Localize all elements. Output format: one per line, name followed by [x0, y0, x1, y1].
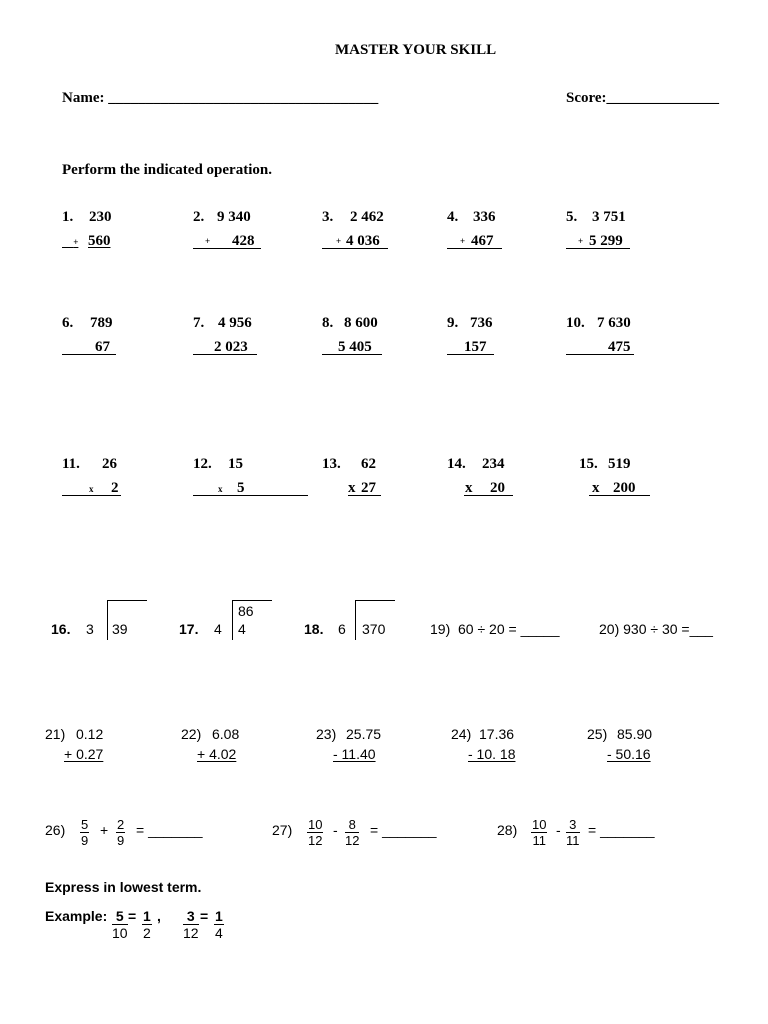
- bottom-number: - 50.16: [607, 746, 651, 762]
- operator: +: [460, 236, 466, 246]
- answer-blank: = _______: [588, 822, 655, 838]
- top-number: 789: [90, 315, 113, 331]
- fraction-a: $\frac{5}{9}$: [81, 817, 89, 848]
- operator: +: [73, 237, 79, 247]
- division-bracket: [355, 600, 356, 640]
- problem-number: 15.: [579, 456, 598, 472]
- bottom-number: 5 299: [589, 233, 623, 249]
- problem-number: 2.: [193, 209, 205, 225]
- problem-number: 18.: [304, 621, 324, 637]
- problem-20: 20) 930 ÷ 30 =___: [599, 621, 713, 637]
- bottom-number: 200: [613, 480, 636, 496]
- top-number: 25.75: [346, 726, 382, 742]
- division-bracket: [232, 600, 233, 640]
- problem-number: 4.: [447, 209, 459, 225]
- operator: -: [333, 822, 338, 838]
- divisor: 4: [214, 621, 222, 637]
- problem-number: 17.: [179, 621, 199, 637]
- bottom-number: 475: [608, 339, 631, 355]
- instructions: Perform the indicated operation.: [62, 162, 272, 178]
- answer-blank: = _______: [136, 822, 203, 838]
- equals-sign: =: [128, 908, 137, 924]
- problem-number: 6.: [62, 315, 74, 331]
- problem-number: 21): [45, 726, 66, 742]
- problem-number: 25): [587, 726, 608, 742]
- example-fraction-2: $\frac{3}{12}$: [183, 908, 199, 941]
- fraction-a: $\frac{10}{11}$: [532, 817, 547, 848]
- operator: +: [336, 236, 342, 246]
- dividend: 370: [362, 621, 386, 637]
- top-number: 519: [608, 456, 631, 472]
- example-fraction-1: $\frac{5}{10}$: [112, 908, 128, 941]
- division-bar: [355, 600, 395, 601]
- comma: ,: [157, 908, 161, 924]
- name-field-label: Name: ____________________________________: [62, 90, 379, 106]
- operator: x: [592, 480, 600, 496]
- problem-number: 14.: [447, 456, 466, 472]
- problem-number: 11.: [62, 456, 80, 472]
- problem-number: 10.: [566, 315, 585, 331]
- problem-number: 8.: [322, 315, 334, 331]
- operator: +: [578, 236, 584, 246]
- bottom-number: - 11.40: [333, 746, 376, 762]
- fraction-b: $\frac{3}{11}$: [566, 817, 580, 848]
- bottom-number: 27: [361, 480, 376, 496]
- operator: -: [556, 822, 561, 838]
- problem-19: 19) 60 ÷ 20 = _____: [430, 621, 560, 637]
- bottom-number: 467: [471, 233, 494, 249]
- operator: x: [348, 480, 356, 496]
- top-number: 0.12: [76, 726, 104, 742]
- top-number: 9 340: [217, 209, 251, 225]
- top-number: 234: [482, 456, 505, 472]
- problem-number: 5.: [566, 209, 578, 225]
- problem-number: 9.: [447, 315, 459, 331]
- example-result-1: $\frac{1}{2}$: [143, 908, 151, 941]
- top-number: 336: [473, 209, 496, 225]
- operator: +: [205, 236, 211, 246]
- top-number: 2 462: [350, 209, 384, 225]
- problem-number: 23): [316, 726, 337, 742]
- problem-number: 22): [181, 726, 202, 742]
- top-number: 3 751: [592, 209, 626, 225]
- section-heading: Express in lowest term.: [45, 879, 202, 895]
- example-label: Example:: [45, 908, 108, 924]
- problem-number: 28): [497, 822, 518, 838]
- problem-number: 27): [272, 822, 293, 838]
- top-number: 17.36: [479, 726, 515, 742]
- top-number: 62: [361, 456, 376, 472]
- division-bar: [232, 600, 272, 601]
- operator: +: [100, 822, 109, 838]
- bottom-number: + 0.27: [64, 746, 104, 762]
- problem-number: 12.: [193, 456, 212, 472]
- quotient: 86: [238, 603, 254, 619]
- example-result-2: $\frac{1}{4}$: [215, 908, 223, 941]
- top-number: 7 630: [597, 315, 631, 331]
- operator: x: [89, 484, 94, 494]
- bottom-number: 5 405: [338, 339, 372, 355]
- dividend: 4: [238, 621, 246, 637]
- bottom-number: 20: [490, 480, 505, 496]
- problem-number: 13.: [322, 456, 341, 472]
- top-number: 4 956: [218, 315, 252, 331]
- bottom-number: 157: [464, 339, 487, 355]
- division-bar: [107, 600, 147, 601]
- score-field-label: Score:_______________: [566, 90, 720, 106]
- bottom-number: 2: [111, 480, 119, 496]
- problem-number: 26): [45, 822, 66, 838]
- problem-number: 3.: [322, 209, 334, 225]
- problem-number: 24): [451, 726, 472, 742]
- top-number: 230: [89, 209, 112, 225]
- top-number: 15: [228, 456, 243, 472]
- fraction-b: $\frac{8}{12}$: [345, 817, 360, 848]
- operator: x: [218, 484, 223, 494]
- divisor: 6: [338, 621, 346, 637]
- bottom-number: 428: [232, 233, 255, 249]
- bottom-number: 4 036: [346, 233, 380, 249]
- bottom-number: 5: [237, 480, 245, 496]
- divisor: 3: [86, 621, 94, 637]
- top-number: 85.90: [617, 726, 653, 742]
- top-number: 6.08: [212, 726, 240, 742]
- answer-blank: = _______: [370, 822, 437, 838]
- page-title: MASTER YOUR SKILL: [335, 42, 497, 58]
- top-number: 736: [470, 315, 493, 331]
- top-number: 8 600: [344, 315, 378, 331]
- bottom-number: 560: [88, 233, 111, 249]
- fraction-b: $\frac{2}{9}$: [117, 817, 125, 848]
- division-bracket: [107, 600, 108, 640]
- fraction-a: $\frac{10}{12}$: [308, 817, 323, 848]
- answer-line: [193, 495, 308, 496]
- operator: x: [465, 480, 473, 496]
- bottom-number: - 10. 18: [468, 746, 516, 762]
- bottom-number: + 4.02: [197, 746, 237, 762]
- bottom-number: 2 023: [214, 339, 248, 355]
- equals-sign: =: [200, 908, 209, 924]
- problem-number: 16.: [51, 621, 71, 637]
- top-number: 26: [102, 456, 117, 472]
- problem-number: 7.: [193, 315, 205, 331]
- problem-number: 1.: [62, 209, 74, 225]
- bottom-number: 67: [95, 339, 110, 355]
- dividend: 39: [112, 621, 128, 637]
